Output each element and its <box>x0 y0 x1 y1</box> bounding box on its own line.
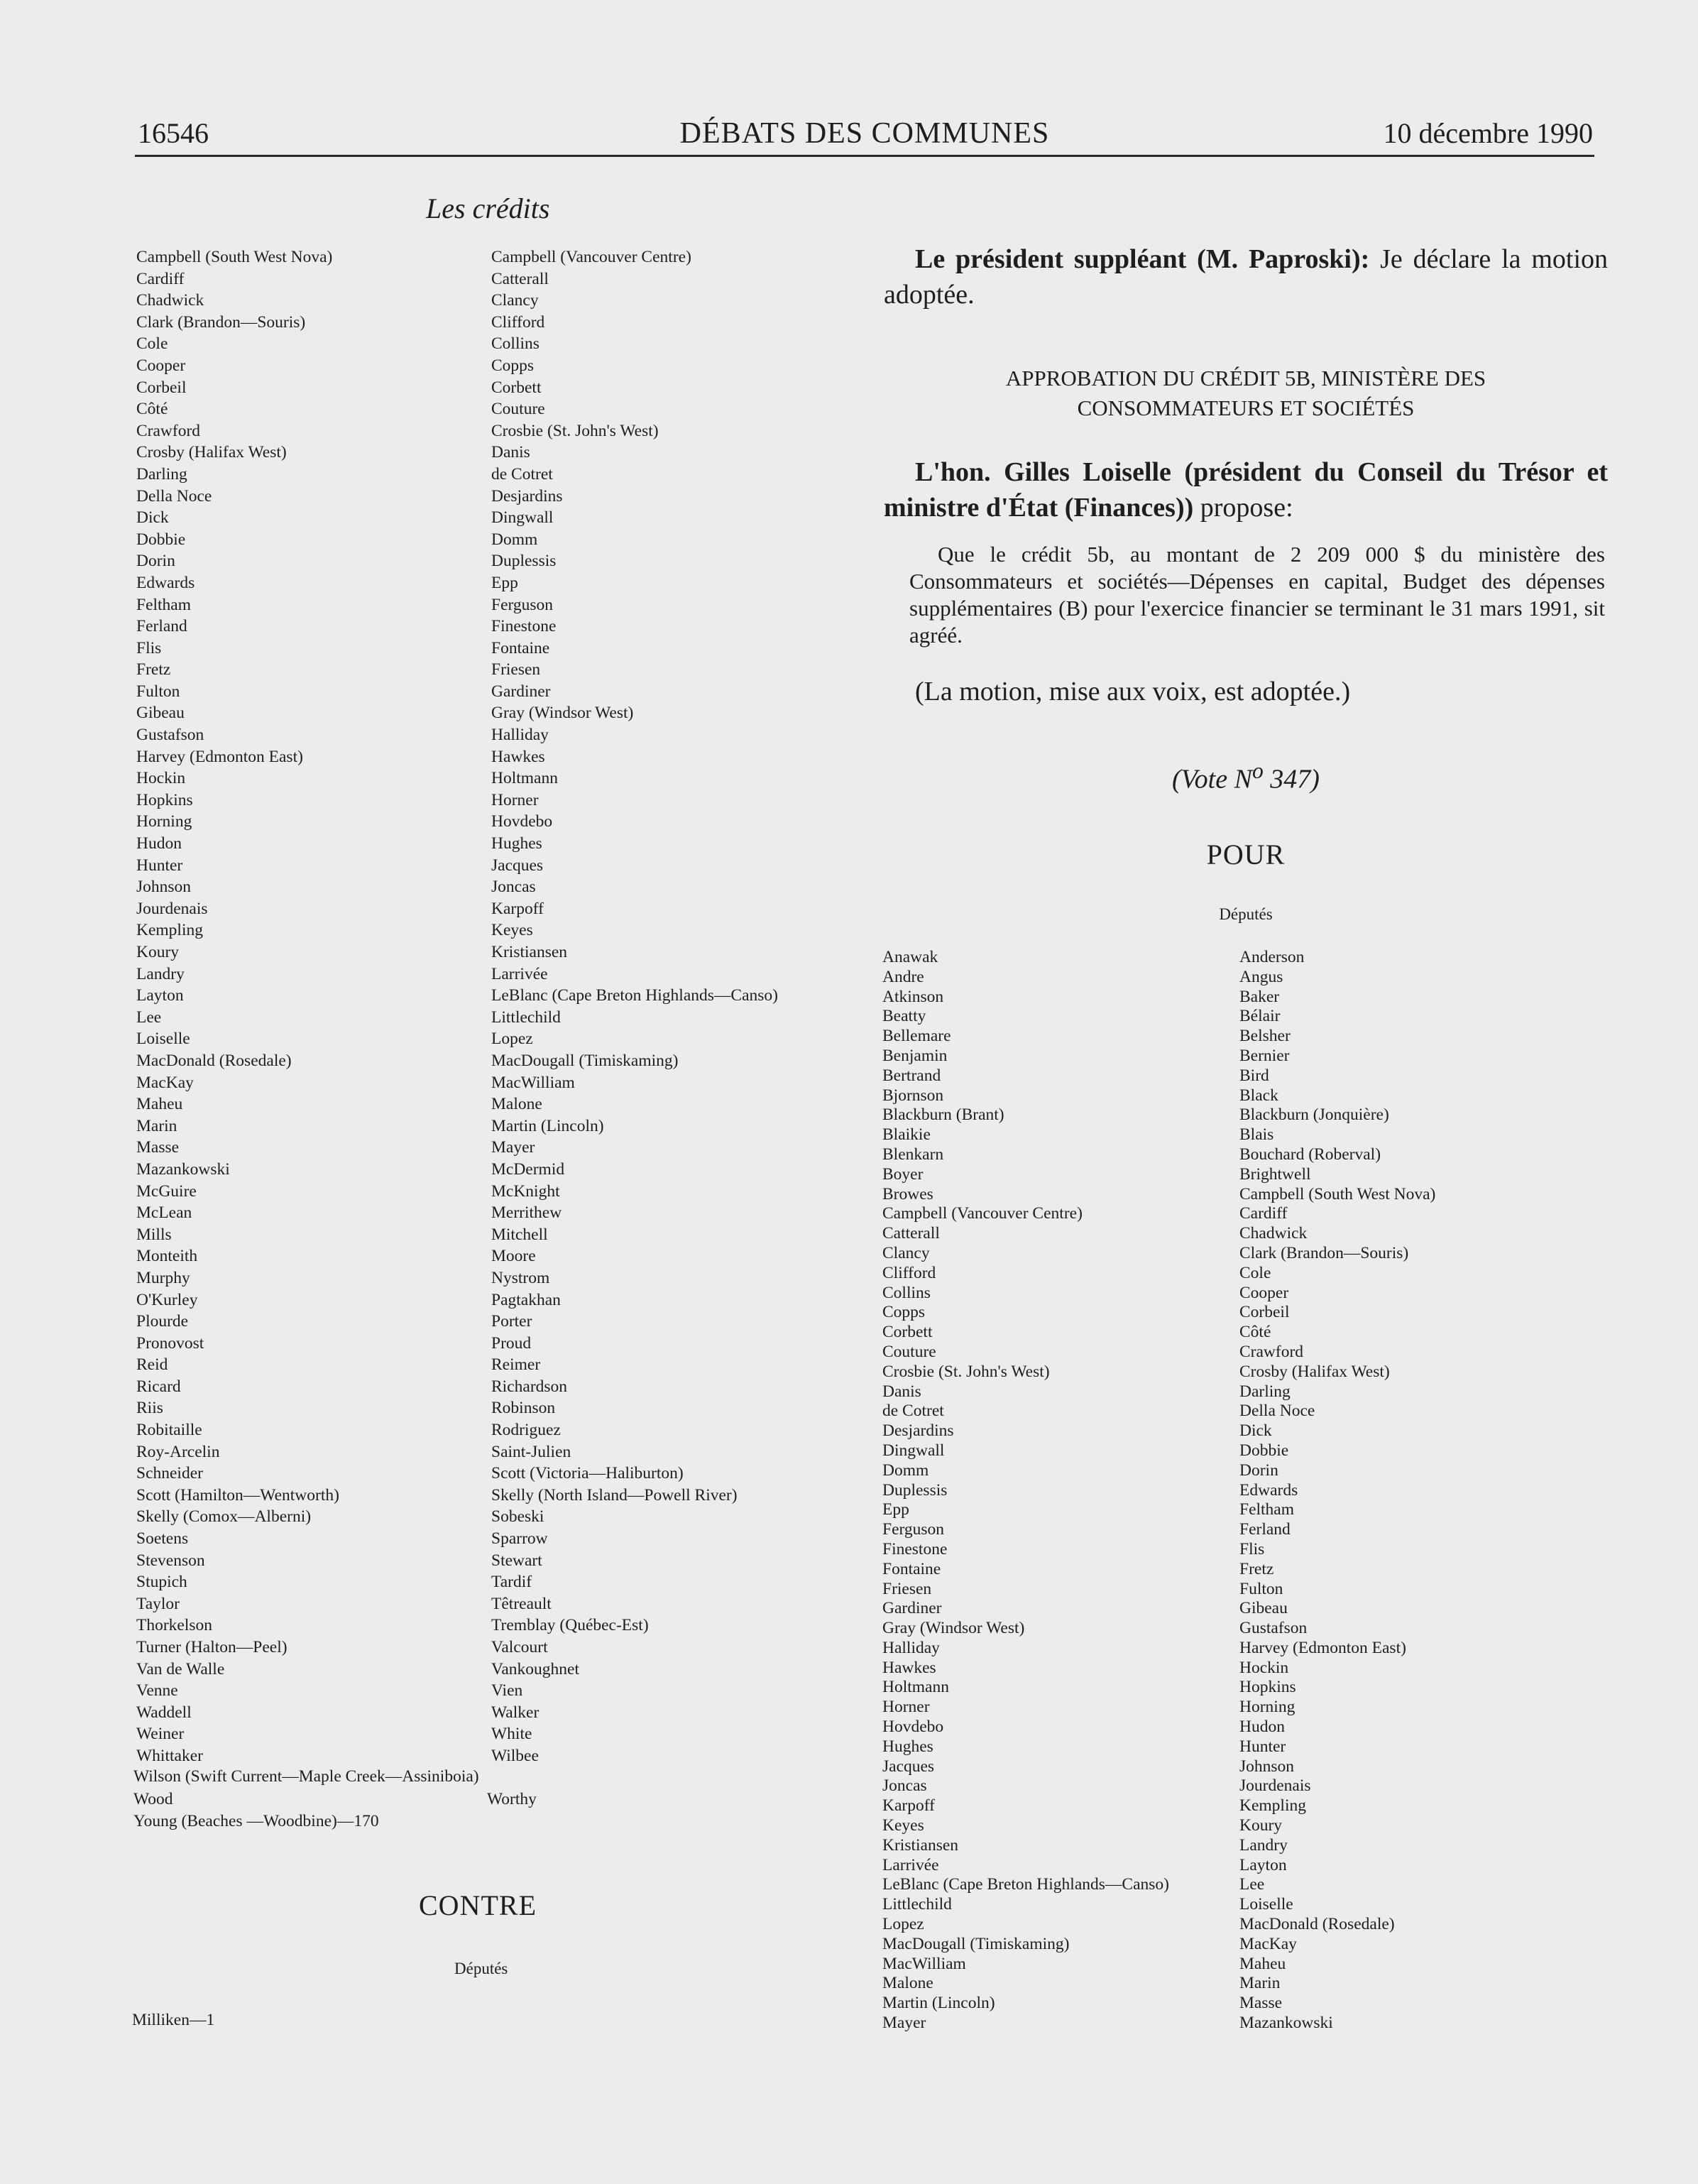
list-item: Crosbie (St. John's West) <box>882 1362 1050 1381</box>
list-item: Couture <box>491 400 545 419</box>
list-item: Horner <box>491 790 539 809</box>
list-item: Ferguson <box>882 1520 945 1539</box>
list-item: Murphy <box>136 1268 190 1287</box>
list-item: Catterall <box>882 1224 940 1243</box>
list-item: Venne <box>136 1681 178 1700</box>
list-item: Sparrow <box>491 1529 548 1549</box>
list-item: Anderson <box>1239 948 1305 966</box>
list-item: Clifford <box>491 312 545 332</box>
list-item: Kempling <box>1239 1796 1306 1816</box>
speaker-statement: Je déclare la motion adoptée. <box>884 244 1608 310</box>
list-item: Fretz <box>1239 1559 1274 1578</box>
list-item: Hughes <box>882 1737 933 1756</box>
list-item: Wilbee <box>491 1746 539 1765</box>
list-item: Corbett <box>882 1323 933 1342</box>
section-title: Les crédits <box>426 192 550 224</box>
list-item: MacDougall (Timiskaming) <box>491 1051 679 1070</box>
list-item: Finestone <box>882 1539 948 1558</box>
list-item: McLean <box>136 1203 192 1223</box>
list-item: Jourdenais <box>136 899 208 918</box>
list-item: Reimer <box>491 1355 541 1375</box>
list-item: Young (Beaches —Woodbine)—170 <box>133 1811 379 1830</box>
list-item: Couture <box>882 1342 936 1361</box>
list-item: Holtmann <box>491 769 558 788</box>
list-item: Fulton <box>1239 1579 1283 1598</box>
motion-text: Que le crédit 5b, au montant de 2 209 000 $ du ministère des Consommateurs et sociétés—Dépenses en capital, Budget des dépenses supplémentaires (B) pour l'exercice financier se terminant le 31 mars 1991, sit agréé. <box>909 542 1605 648</box>
list-item: Côté <box>1239 1323 1271 1342</box>
list-item: Crawford <box>136 421 201 440</box>
list-item: Danis <box>882 1382 921 1401</box>
list-item: Cooper <box>1239 1283 1289 1302</box>
list-item: Nystrom <box>491 1268 550 1287</box>
list-item: Gardiner <box>491 682 551 701</box>
list-item: Têtreault <box>491 1594 552 1613</box>
list-item: Lopez <box>882 1915 924 1934</box>
list-item: Loiselle <box>1239 1895 1293 1914</box>
list-item: Gray (Windsor West) <box>491 704 634 723</box>
list-item: Martin (Lincoln) <box>491 1116 604 1135</box>
list-item: Benjamin <box>882 1046 948 1065</box>
list-item: Chadwick <box>1239 1224 1308 1243</box>
approval-heading <box>884 364 1608 423</box>
list-item: Masse <box>1239 1994 1283 2013</box>
list-item: Pronovost <box>136 1333 204 1353</box>
list-item: Turner (Halton—Peel) <box>136 1638 287 1656</box>
list-item: Stewart <box>491 1551 542 1570</box>
list-item: de Cotret <box>491 464 553 484</box>
list-item: Collins <box>491 334 539 354</box>
list-item: MacKay <box>1239 1934 1297 1953</box>
list-item: Hawkes <box>882 1658 936 1677</box>
list-item: Clancy <box>882 1243 930 1262</box>
list-item: Atkinson <box>882 987 944 1006</box>
list-item: Vankoughnet <box>491 1659 580 1678</box>
approval-heading-line-2: CONSOMMATEURS ET SOCIÉTÉS <box>1077 395 1415 420</box>
list-item: White <box>491 1725 532 1744</box>
list-item: Kristiansen <box>882 1835 959 1855</box>
list-item: Corbeil <box>1239 1303 1290 1322</box>
list-item: Karpoff <box>882 1796 935 1816</box>
list-item: Riis <box>136 1399 163 1418</box>
list-item: Koury <box>1239 1816 1283 1835</box>
list-item: Malone <box>491 1095 542 1114</box>
list-item: Bélair <box>1239 1007 1281 1026</box>
list-item: Rodriguez <box>491 1421 561 1440</box>
list-item: Duplessis <box>491 552 557 571</box>
list-item: Schneider <box>136 1464 203 1483</box>
list-item: Mills <box>136 1225 172 1244</box>
list-item: Flis <box>1239 1539 1265 1558</box>
list-item: MacKay <box>136 1073 194 1092</box>
pour-list-column-2 <box>1239 948 1435 2033</box>
list-item: Black <box>1239 1086 1278 1105</box>
list-item: Hockin <box>1239 1658 1289 1677</box>
speaker-name: Le président suppléant (M. Paproski): <box>915 244 1370 274</box>
list-item: McDermid <box>491 1159 565 1179</box>
list-item: Gardiner <box>882 1599 942 1618</box>
list-item: Kempling <box>136 921 203 940</box>
list-item: Tardif <box>491 1573 532 1592</box>
list-item: Bertrand <box>882 1066 941 1085</box>
list-item: Kristiansen <box>491 943 568 961</box>
list-item: Hunter <box>136 856 183 875</box>
list-item: Copps <box>491 356 535 375</box>
list-item: Della Noce <box>136 486 212 506</box>
speaker-paragraph <box>884 241 1608 312</box>
list-item: Hughes <box>491 834 542 853</box>
list-item: Clark (Brandon—Souris) <box>1239 1243 1409 1262</box>
motion-adopted: (La motion, mise aux voix, est adoptée.) <box>915 677 1351 706</box>
list-item: Cardiff <box>136 269 185 288</box>
list-item: Corbeil <box>136 378 187 397</box>
list-item: Pagtakhan <box>491 1290 561 1309</box>
list-item: Belsher <box>1239 1027 1291 1046</box>
list-item: Hudon <box>136 834 182 853</box>
list-item: Keyes <box>882 1816 924 1835</box>
list-item: Van de Walle <box>136 1659 225 1678</box>
list-item: LeBlanc (Cape Breton Highlands—Canso) <box>491 986 778 1005</box>
vote-number <box>884 758 1608 795</box>
list-item: Ferguson <box>491 595 554 614</box>
list-item: McKnight <box>491 1181 560 1201</box>
list-item: Campbell (South West Nova) <box>136 248 333 266</box>
list-item: Hunter <box>1239 1737 1286 1756</box>
list-item: Wood <box>133 1790 173 1808</box>
list-item: Baker <box>1239 987 1280 1006</box>
list-item: Fretz <box>136 660 171 679</box>
list-item: Crosby (Halifax West) <box>136 443 287 462</box>
list-item: Boyer <box>882 1164 924 1184</box>
list-item: Horning <box>136 812 192 831</box>
list-item: Bjornson <box>882 1086 944 1105</box>
list-item: Mayer <box>882 2014 926 2033</box>
list-item: Gibeau <box>136 704 185 723</box>
list-item: Martin (Lincoln) <box>882 1994 995 2013</box>
page-header <box>135 114 1594 157</box>
list-item: Feltham <box>1239 1500 1295 1519</box>
list-item: Friesen <box>491 660 541 679</box>
list-item: Proud <box>491 1333 532 1353</box>
list-item: Johnson <box>136 878 192 897</box>
list-item: Karpoff <box>491 899 544 918</box>
list-item: Hovdebo <box>882 1718 944 1737</box>
list-item: Dorin <box>136 552 175 571</box>
list-item: Chadwick <box>136 291 204 310</box>
list-item: Anawak <box>882 948 938 966</box>
list-item: Jacques <box>882 1757 935 1776</box>
list-item: Bird <box>1239 1066 1269 1085</box>
list-item: Domm <box>882 1460 929 1480</box>
list-item: Blaikie <box>882 1125 931 1145</box>
list-item: Cooper <box>136 356 186 375</box>
list-item: Duplessis <box>882 1480 948 1500</box>
list-item: Robitaille <box>136 1421 202 1440</box>
list-item: Keyes <box>491 921 533 940</box>
list-item: Jacques <box>491 856 544 875</box>
list-item: Harvey (Edmonton East) <box>136 747 303 766</box>
list-item: Andre <box>882 967 924 986</box>
list-item: Fontaine <box>882 1559 941 1578</box>
list-item: Mitchell <box>491 1225 548 1244</box>
list-item: Edwards <box>136 573 195 592</box>
pour-heading: POUR <box>1206 839 1286 870</box>
list-item: Clancy <box>491 291 539 310</box>
minister-action: propose: <box>1193 493 1293 523</box>
pour-subheading: Députés <box>1219 905 1273 923</box>
list-item: Malone <box>882 1974 933 1993</box>
vote-num: 347) <box>1263 764 1320 795</box>
list-item: Moore <box>491 1247 536 1266</box>
list-item: Mazankowski <box>1239 2014 1333 2033</box>
list-item: Fontaine <box>491 638 550 657</box>
list-item: Roy-Arcelin <box>136 1442 220 1461</box>
list-item: Reid <box>136 1355 168 1375</box>
page-date: 10 décembre 1990 <box>1383 117 1593 149</box>
list-item: Corbett <box>491 378 542 397</box>
yeas-list-tail-column-2 <box>487 1789 537 1811</box>
list-item: Halliday <box>491 726 549 745</box>
list-item: Finestone <box>491 617 557 636</box>
list-item: Johnson <box>1239 1757 1295 1776</box>
list-item: Weiner <box>136 1725 185 1744</box>
list-item: Epp <box>491 573 518 592</box>
list-item: Larrivée <box>491 964 548 983</box>
list-item: Waddell <box>136 1703 192 1722</box>
list-item: Epp <box>882 1500 909 1519</box>
list-item: Collins <box>882 1283 931 1302</box>
list-item: Dobbie <box>136 530 186 549</box>
list-item: Cardiff <box>1239 1204 1288 1223</box>
list-item: Browes <box>882 1184 933 1203</box>
list-item: Walker <box>491 1703 539 1722</box>
list-item: O'Kurley <box>136 1290 198 1309</box>
list-item: Taylor <box>136 1594 180 1613</box>
list-item: Crosbie (St. John's West) <box>491 421 659 440</box>
list-item: Cole <box>1239 1263 1271 1282</box>
contre-names: Milliken—1 <box>132 2011 215 2029</box>
list-item: Valcourt <box>491 1638 548 1656</box>
list-item: Larrivée <box>882 1855 939 1874</box>
list-item: Ferland <box>136 617 187 636</box>
list-item: Campbell (Vancouver Centre) <box>491 248 691 266</box>
publication-title: DÉBATS DES COMMUNES <box>679 117 1050 150</box>
list-item: Beatty <box>882 1007 926 1026</box>
list-item: Scott (Victoria—Haliburton) <box>491 1464 684 1483</box>
list-item: Stevenson <box>136 1551 205 1570</box>
list-item: Porter <box>491 1312 532 1331</box>
list-item: Lee <box>1239 1875 1265 1894</box>
list-item: LeBlanc (Cape Breton Highlands—Canso) <box>882 1875 1169 1894</box>
list-item: Ricard <box>136 1377 181 1396</box>
list-item: Hudon <box>1239 1718 1285 1737</box>
list-item: Scott (Hamilton—Wentworth) <box>136 1485 339 1505</box>
list-item: Skelly (Comox—Alberni) <box>136 1507 312 1527</box>
list-item: MacWilliam <box>491 1073 575 1092</box>
list-item-wide: Wilson (Swift Current—Maple Creek—Assiniboia) <box>133 1767 479 1786</box>
list-item: Harvey (Edmonton East) <box>1239 1638 1406 1657</box>
list-item: Danis <box>491 443 530 462</box>
list-item: Skelly (North Island—Powell River) <box>491 1485 738 1505</box>
list-item: Richardson <box>491 1377 568 1396</box>
list-item: Vien <box>491 1681 523 1700</box>
list-item: Monteith <box>136 1247 198 1266</box>
yeas-list-tail-column-1 <box>133 1789 379 1832</box>
list-item: MacDonald (Rosedale) <box>136 1051 292 1070</box>
list-item: Angus <box>1239 967 1283 986</box>
list-item: Dobbie <box>1239 1441 1289 1460</box>
list-item: Horner <box>882 1698 930 1717</box>
list-item: Della Noce <box>1239 1402 1315 1421</box>
list-item: Horning <box>1239 1698 1296 1717</box>
list-item: Holtmann <box>882 1678 949 1697</box>
list-item: Crosby (Halifax West) <box>1239 1362 1390 1381</box>
list-item: Mazankowski <box>136 1159 230 1179</box>
list-item: Merrithew <box>491 1203 562 1223</box>
list-item: Robinson <box>491 1399 556 1418</box>
list-item: Blackburn (Brant) <box>882 1105 1004 1125</box>
list-item: Sobeski <box>491 1507 544 1527</box>
list-item: Catterall <box>491 269 549 288</box>
list-item: Layton <box>1239 1855 1287 1874</box>
list-item: Landry <box>1239 1835 1288 1855</box>
list-item: Hopkins <box>1239 1678 1296 1697</box>
list-item: Ferland <box>1239 1520 1291 1539</box>
list-item: Dingwall <box>491 508 554 528</box>
list-item: Dick <box>1239 1421 1272 1441</box>
list-item: Brightwell <box>1239 1164 1311 1184</box>
list-item: Desjardins <box>491 486 563 506</box>
vote-label: (Vote N <box>1172 764 1252 795</box>
list-item: Hopkins <box>136 790 193 809</box>
list-item: Whittaker <box>136 1746 203 1765</box>
list-item: Soetens <box>136 1529 189 1549</box>
list-item: Littlechild <box>882 1895 952 1914</box>
list-item: Jourdenais <box>1239 1776 1311 1796</box>
approval-heading-line-1: APPROBATION DU CRÉDIT 5B, MINISTÈRE DES <box>1005 366 1486 391</box>
list-item: Stupich <box>136 1573 187 1592</box>
list-item: Gustafson <box>136 726 204 745</box>
list-item: Dingwall <box>882 1441 945 1460</box>
list-item: Maheu <box>136 1095 183 1114</box>
list-item: Marin <box>136 1116 177 1135</box>
list-item: Domm <box>491 530 538 549</box>
list-item: Layton <box>136 986 184 1005</box>
list-item: McGuire <box>136 1181 197 1201</box>
list-item: Halliday <box>882 1638 940 1657</box>
list-item: Masse <box>136 1138 180 1157</box>
list-item: Hockin <box>136 769 186 788</box>
list-item: Edwards <box>1239 1480 1298 1500</box>
list-item: Gibeau <box>1239 1599 1288 1618</box>
minister-name: L'hon. Gilles Loiselle (président du Conseil du Trésor et ministre d'État (Finances)) <box>884 457 1608 523</box>
list-item: MacWilliam <box>882 1954 966 1973</box>
list-item: Darling <box>136 464 187 484</box>
list-item: Blais <box>1239 1125 1274 1145</box>
list-item: Worthy <box>487 1790 537 1808</box>
minister-paragraph <box>884 454 1608 525</box>
list-item: Côté <box>136 400 168 419</box>
list-item: Tremblay (Québec-Est) <box>491 1616 649 1635</box>
list-item: Crawford <box>1239 1342 1304 1361</box>
list-item: Gray (Windsor West) <box>882 1619 1025 1638</box>
list-item: Clark (Brandon—Souris) <box>136 312 306 332</box>
list-item: Bernier <box>1239 1046 1290 1065</box>
list-item: Feltham <box>136 595 192 614</box>
list-item: Hovdebo <box>491 812 553 831</box>
list-item: Lopez <box>491 1030 533 1049</box>
list-item: Thorkelson <box>136 1616 213 1635</box>
list-item: Koury <box>136 943 180 961</box>
list-item: Landry <box>136 964 185 983</box>
list-item: Darling <box>1239 1382 1291 1401</box>
vote-superscript: o <box>1251 758 1264 783</box>
list-item: Campbell (Vancouver Centre) <box>882 1204 1083 1223</box>
list-item: Blackburn (Jonquière) <box>1239 1105 1389 1125</box>
list-item: Littlechild <box>491 1008 561 1027</box>
list-item: Lee <box>136 1008 162 1027</box>
list-item: Marin <box>1239 1974 1281 1993</box>
list-item: Hawkes <box>491 747 545 766</box>
yeas-list-column-1 <box>136 246 339 1767</box>
list-item: Desjardins <box>882 1421 954 1441</box>
pour-list-column-1 <box>882 948 1169 2033</box>
list-item: Fulton <box>136 682 180 701</box>
list-item: Bouchard (Roberval) <box>1239 1145 1381 1164</box>
list-item: Cole <box>136 334 168 354</box>
list-item: Maheu <box>1239 1954 1286 1973</box>
list-item: Dorin <box>1239 1460 1278 1480</box>
contre-heading: CONTRE <box>419 1889 537 1921</box>
list-item: Loiselle <box>136 1030 190 1049</box>
yeas-list-column-2 <box>491 246 778 1767</box>
list-item: Plourde <box>136 1312 189 1331</box>
list-item: MacDonald (Rosedale) <box>1239 1915 1395 1934</box>
list-item: Dick <box>136 508 169 528</box>
list-item: Joncas <box>491 878 536 897</box>
list-item: Flis <box>136 638 162 657</box>
list-item: MacDougall (Timiskaming) <box>882 1934 1070 1953</box>
right-column <box>884 241 1608 923</box>
page-number: 16546 <box>138 117 209 149</box>
list-item: Gustafson <box>1239 1619 1308 1638</box>
list-item: Clifford <box>882 1263 936 1282</box>
list-item: de Cotret <box>882 1402 944 1421</box>
list-item: Joncas <box>882 1776 927 1796</box>
list-item: Blenkarn <box>882 1145 944 1164</box>
list-item: Friesen <box>882 1579 932 1598</box>
list-item: Copps <box>882 1303 926 1322</box>
list-item: Saint-Julien <box>491 1442 571 1461</box>
list-item: Campbell (South West Nova) <box>1239 1184 1436 1203</box>
list-item: Bellemare <box>882 1027 951 1046</box>
list-item: Mayer <box>491 1138 535 1157</box>
contre-subheading: Députés <box>454 1960 508 1977</box>
